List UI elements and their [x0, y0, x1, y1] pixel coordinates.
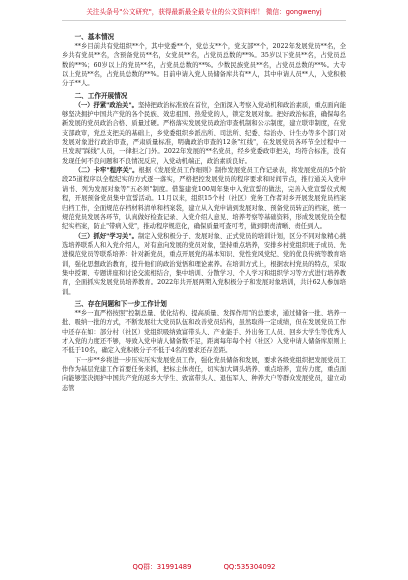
- section-work: [62, 91, 346, 297]
- section-problems: [62, 299, 346, 393]
- section-basic: [62, 32, 346, 89]
- paragraph: [62, 309, 346, 356]
- paragraph-text: 坚持把政治标准放在首位，全面深入考察入党动机和政治素质，重点面向能够坚决拥护中国共产党的各个民族、效忠祖国、热爱党的人，锁定发展对象。把好政治标准，确保每名新发展的党员政治合格、质量过硬。严格落实发展党员政治审查机制和公示制度，建立联审制度，在党支部政审，党总支把关的基础上，乡党委组织乡派出所、司法所、纪委、综治办、计生办等多个部门对发展对象进行政治审查，严肃质量标准，明确政治审查的12条"红线"，在发展党员各环节全过程中一旦发现"踩线"人员，一律拒之门外。2022年发展的**名党员，经乡党委政审把关，均符合标准，没有发现任何不良问题和不良情况反应，入党动机端正，政治素质良好。: [62, 101, 347, 165]
- paragraph-text: 制定入党积极分子、发展对象、正式党员的培训计划，区分不同对象精心挑选培养联系人和入党介绍人，对有意向发展的党员对象，坚持重点培养，安排乡村党组织班子成员、先进模范党员等联系培养：针对新党员，重点开展党的基本知识、党性党风党纪、党的优良传统等教育培训，强化思想政治教育，提升他们的政治觉悟和理论素养。在培训方式上，根据农村党员的特点，采取集中授课、专题讲座和讨论交流相结合，集中培训、分散学习、个人学习和组织学习等方式进行培养教育，全面抓实发展党员培养教育。2022年共开展两期入党积极分子和发展对象培训，共计62人参加培训。: [62, 232, 347, 296]
- paragraph-text: **乡目前共有党组织**个，其中党委**个，党总支**个，党支部**个，2022年发展党员**名，全乡共有党员**名，含预备党员**名，女党员**名，占党员总数的**%。35岁以下党员**名，占党员总数的**%；60岁以上的党员**名，占党员总数的**%。少数民族党员**名，占党员总数的**%。大专以上党员**名，占党员总数的**%。目前申请入党人员储备库共有**人，其中申请人员**人，入党积极分子**人。: [62, 43, 346, 88]
- footer-qq-group: QQ群：31991489: [132, 563, 192, 571]
- paragraph-lead: （二）卡牢"程序关"。: [74, 167, 139, 175]
- document-body: [62, 30, 346, 393]
- section-heading: 三、存在问题和下一步工作计划: [74, 299, 167, 308]
- footer-contact: [0, 561, 408, 571]
- paragraph: [62, 42, 346, 89]
- section-heading: 一、基本情况: [74, 33, 115, 41]
- footer-qq: QQ:535304092: [223, 563, 276, 571]
- banner-divider: [62, 20, 346, 21]
- paragraph-lead: （一）抒紧"政治关"。: [74, 101, 138, 109]
- section-heading: 二、工作开展情况: [74, 91, 128, 100]
- paragraph-text: 下一步**乡将进一步压实压实发展党员工作，强化党员储备和发展，要求各级党组织把发展党员工作作为基层党建工作首要任务来抓，把标主体责任，切实加大调头培养、重点培养，宣传力度，重点面向能够坚决拥护中国共产党的返乡大学生、致富带头人、退伍军人、种养大户等群众发展党员，建立动态管: [62, 356, 346, 392]
- paragraph: [62, 166, 346, 231]
- top-banner: [0, 6, 408, 16]
- paragraph-text: 根据《发展党员工作细则》制作发展党员工作记录表，将发展党员的5个阶段25道程序以全程纪实的方式逐一落实，严格把控发展党员的程序要求和时间节点，推行通关入党申请书、列为发展对象等"五必须"制度。借鉴建党100周年集中入党宣誓的做法，完善入党宣誓仪式规程，开展预备党员集中宣誓活动。11月以来，组织15个村（社区）党务工作者对乡开展发展党员档案归档工作，全面规范存档材料清单和档案袋，建立从入党申请到发展对象、预备党员转正的档案，统一规范党员发展各环节，认真做好检查记录、入党介绍人意见、培养考察等基础资料，形成发展党员全程纪实档案，防止"带病入党"，推动程序规范化，确保质量可查可考，做到职责清晰、责任到人。: [62, 167, 346, 231]
- paragraph: [62, 101, 346, 166]
- paragraph-lead: （三）抓好"学习关"。: [74, 232, 138, 240]
- paragraph: [62, 232, 346, 297]
- banner-text: 关注头条号"公文研究"，获得最新最全最专业的公文资料库！ 微信：gongwenyj: [86, 8, 322, 16]
- paragraph: [62, 356, 346, 393]
- paragraph-text: **乡一直严格按照"控制总量、优化结构、提高质量、发挥作用"的总要求，通过储备一批、培养一批、吸纳一批的方式，不断发展壮大党员队伍和改善党员结构，虽然取得一定成绩，但在发展党员工作中还存在如：部分村（社区）党组织吸纳致富带头人、产业能手、外出务工人员、回乡大学生等优秀人才入党的力度还不够，导致入党申请人储备数不足，距离每年每个村（社区）入党申请人储备库原则上不低于10名，确定入党积极分子不低于4名的要求还存差距。: [62, 309, 346, 355]
